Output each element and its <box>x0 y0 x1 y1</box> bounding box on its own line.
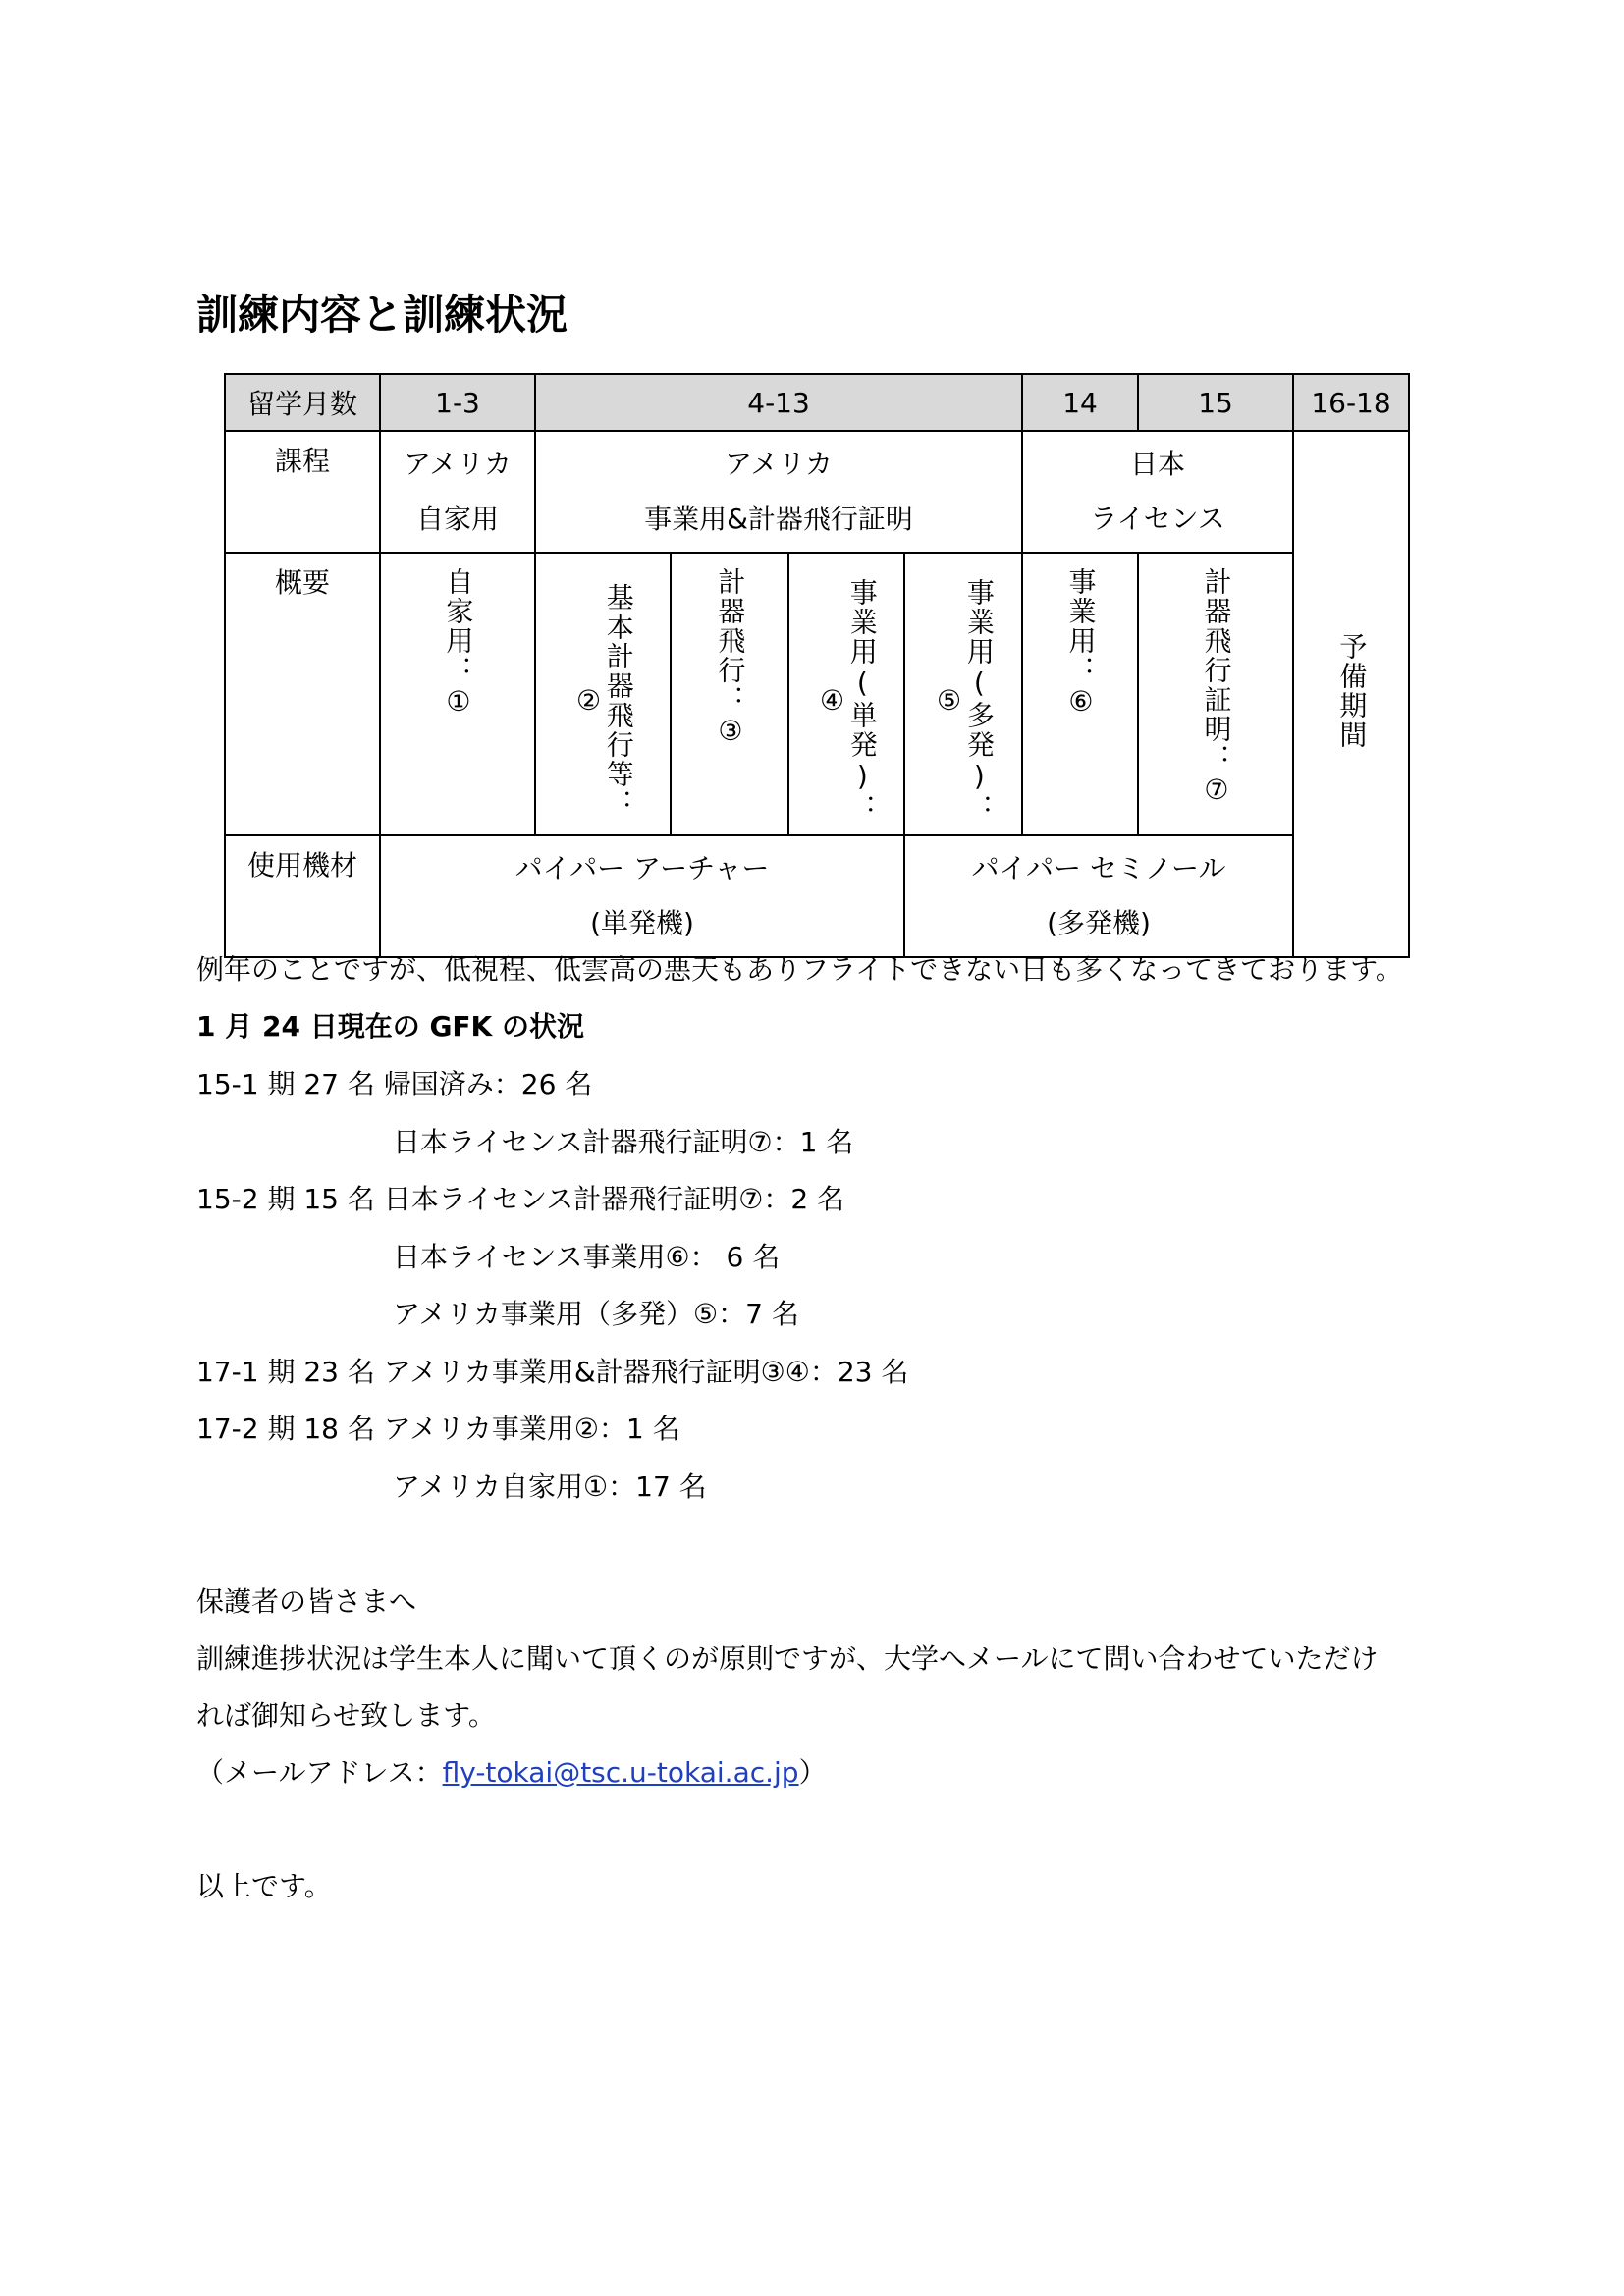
header-label: 留学月数 <box>225 374 380 431</box>
page-title: 訓練内容と訓練状況 <box>196 291 568 339</box>
month-15: 15 <box>1138 374 1293 431</box>
summary-label: 概要 <box>225 553 380 835</box>
course-japan-license: 日本 ライセンス <box>1022 431 1293 553</box>
status-line: アメリカ事業用（多発）⑤：7 名 <box>393 1298 799 1330</box>
table-header-row <box>225 374 1409 431</box>
course-us-commercial: アメリカ 事業用&計器飛行証明 <box>535 431 1022 553</box>
equipment-multi: パイパー セミノール (多発機) <box>904 835 1293 957</box>
summary-item-1: 自家用：① <box>380 553 535 835</box>
month-4-13: 4-13 <box>535 374 1022 431</box>
parents-line-2: れば御知らせ致します。 <box>196 1699 496 1732</box>
summary-item-3: 計器飛行：③ <box>671 553 788 835</box>
month-14: 14 <box>1022 374 1138 431</box>
training-table <box>224 373 1410 958</box>
course-row <box>225 431 1409 553</box>
status-line: 17-2 期 18 名 アメリカ事業用②：1 名 <box>196 1413 680 1445</box>
course-us-private: アメリカ 自家用 <box>380 431 535 553</box>
month-16-18: 16-18 <box>1293 374 1409 431</box>
closing-text: 以上です。 <box>196 1870 332 1902</box>
summary-item-6: 事業用：⑥ <box>1022 553 1138 835</box>
summary-item-4: 事業用(単発)：④ <box>788 553 904 835</box>
reserve-period: 予備期間 <box>1293 431 1409 957</box>
summary-row <box>225 553 1409 835</box>
equipment-row <box>225 835 1409 957</box>
email-link[interactable]: fly-tokai@tsc.u-tokai.ac.jp <box>442 1756 799 1789</box>
status-line: アメリカ自家用①：17 名 <box>393 1470 707 1503</box>
equipment-single: パイパー アーチャー (単発機) <box>380 835 904 957</box>
status-line: 日本ライセンス計器飛行証明⑦：1 名 <box>393 1126 854 1158</box>
summary-item-5: 事業用(多発)：⑤ <box>904 553 1022 835</box>
summary-item-7: 計器飛行証明：⑦ <box>1138 553 1293 835</box>
summary-item-2: 基本計器飛行等：② <box>535 553 671 835</box>
equipment-label: 使用機材 <box>225 835 380 957</box>
weather-note: 例年のことですが、低視程、低雲高の悪天もありフライトできない日も多くなってきております。 <box>196 953 1403 986</box>
email-line: （メールアドレス：fly-tokai@tsc.u-tokai.ac.jp） <box>196 1756 827 1789</box>
status-title: 1 月 24 日現在の GFK の状況 <box>196 1010 584 1042</box>
parents-heading: 保護者の皆さまへ <box>196 1585 417 1618</box>
status-line: 日本ライセンス事業用⑥： 6 名 <box>393 1241 781 1273</box>
course-label: 課程 <box>225 431 380 553</box>
parents-line-1: 訓練進捗状況は学生本人に聞いて頂くのが原則ですが、大学へメールにて問い合わせていただけ <box>196 1642 1379 1675</box>
status-line: 15-2 期 15 名 日本ライセンス計器飛行証明⑦：2 名 <box>196 1183 845 1215</box>
status-line: 15-1 期 27 名 帰国済み：26 名 <box>196 1068 593 1100</box>
month-1-3: 1-3 <box>380 374 535 431</box>
status-line: 17-1 期 23 名 アメリカ事業用&計器飛行証明③④：23 名 <box>196 1356 909 1388</box>
